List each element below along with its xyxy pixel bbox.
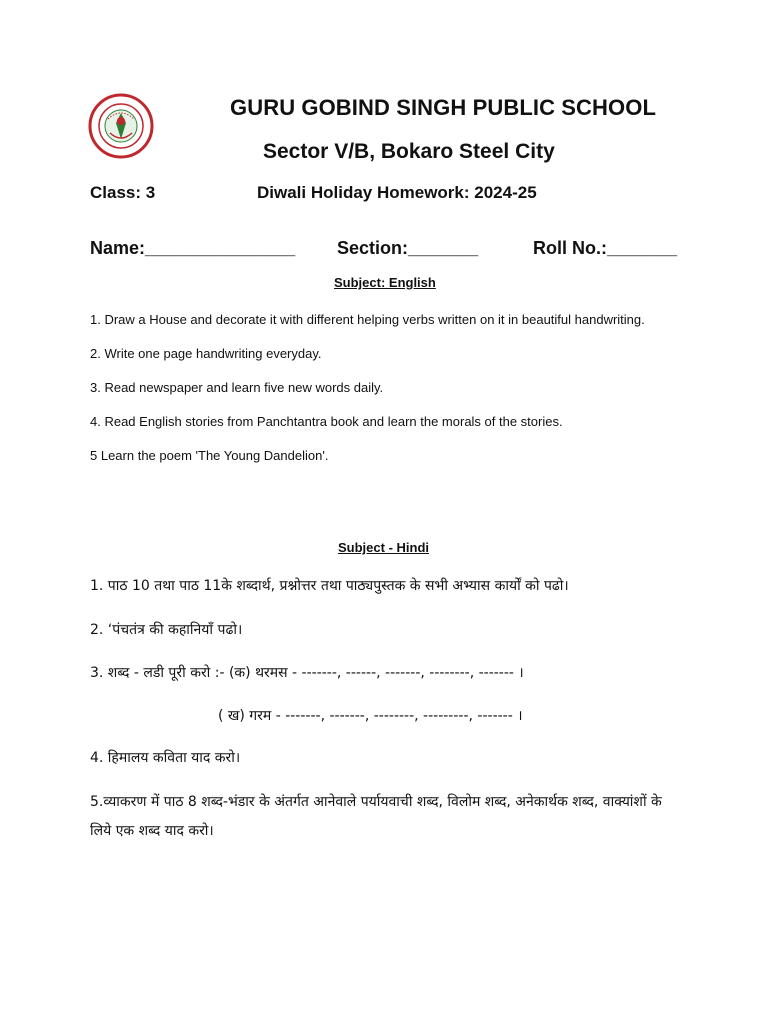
hindi-item-2: 2. ‘पंचतंत्र की कहानियाँ पढो। bbox=[90, 622, 243, 638]
english-task-list bbox=[90, 309, 650, 479]
hindi-item-3b: ( ख) गरम - -------, -------, --------, ---------, ------- । bbox=[218, 708, 523, 724]
subject-hindi-heading: Subject - Hindi bbox=[338, 540, 429, 555]
subject-english-heading: Subject: English bbox=[334, 275, 436, 290]
class-label: Class: 3 bbox=[90, 183, 156, 202]
list-item: 3. Read newspaper and learn five new words daily. bbox=[90, 380, 384, 395]
roll-no-field: Roll No.:_______ bbox=[533, 238, 678, 258]
school-name: GURU GOBIND SINGH PUBLIC SCHOOL bbox=[230, 95, 656, 120]
hindi-item-1: 1. पाठ 10 तथा पाठ 11के शब्दार्थ, प्रश्नोत्तर तथा पाठ्यपुस्तक के सभी अभ्यास कार्यों को पढो। bbox=[90, 578, 569, 594]
hindi-item-4: 4. हिमालय कविता याद करो। bbox=[90, 750, 241, 766]
list-item: 2. Write one page handwriting everyday. bbox=[90, 346, 322, 361]
list-item: 1. Draw a House and decorate it with different helping verbs written on it in beautiful handwriting. bbox=[90, 312, 645, 327]
homework-title: Diwali Holiday Homework: 2024-25 bbox=[257, 183, 537, 202]
name-field: Name:_______________ bbox=[90, 238, 296, 258]
section-field: Section:_______ bbox=[337, 238, 479, 258]
hindi-item-5: 5.व्याकरण में पाठ 8 शब्द-भंडार के अंतर्गत आनेवाले पर्यायवाची शब्द, विलोम शब्द, अनेकार्थक शब्द, वाक्यांशों के लिये एक शब्द याद करो। bbox=[90, 794, 662, 839]
school-logo bbox=[88, 93, 154, 159]
list-item: 4. Read English stories from Panchtantra book and learn the morals of the stories. bbox=[90, 414, 563, 429]
hindi-item-3a: 3. शब्द - लडी पूरी करो :- (क) थरमस - -------, ------, -------, --------, ------- । bbox=[90, 665, 524, 681]
school-address: Sector V/B, Bokaro Steel City bbox=[263, 140, 555, 163]
list-item: 5 Learn the poem 'The Young Dandelion'. bbox=[90, 448, 329, 463]
